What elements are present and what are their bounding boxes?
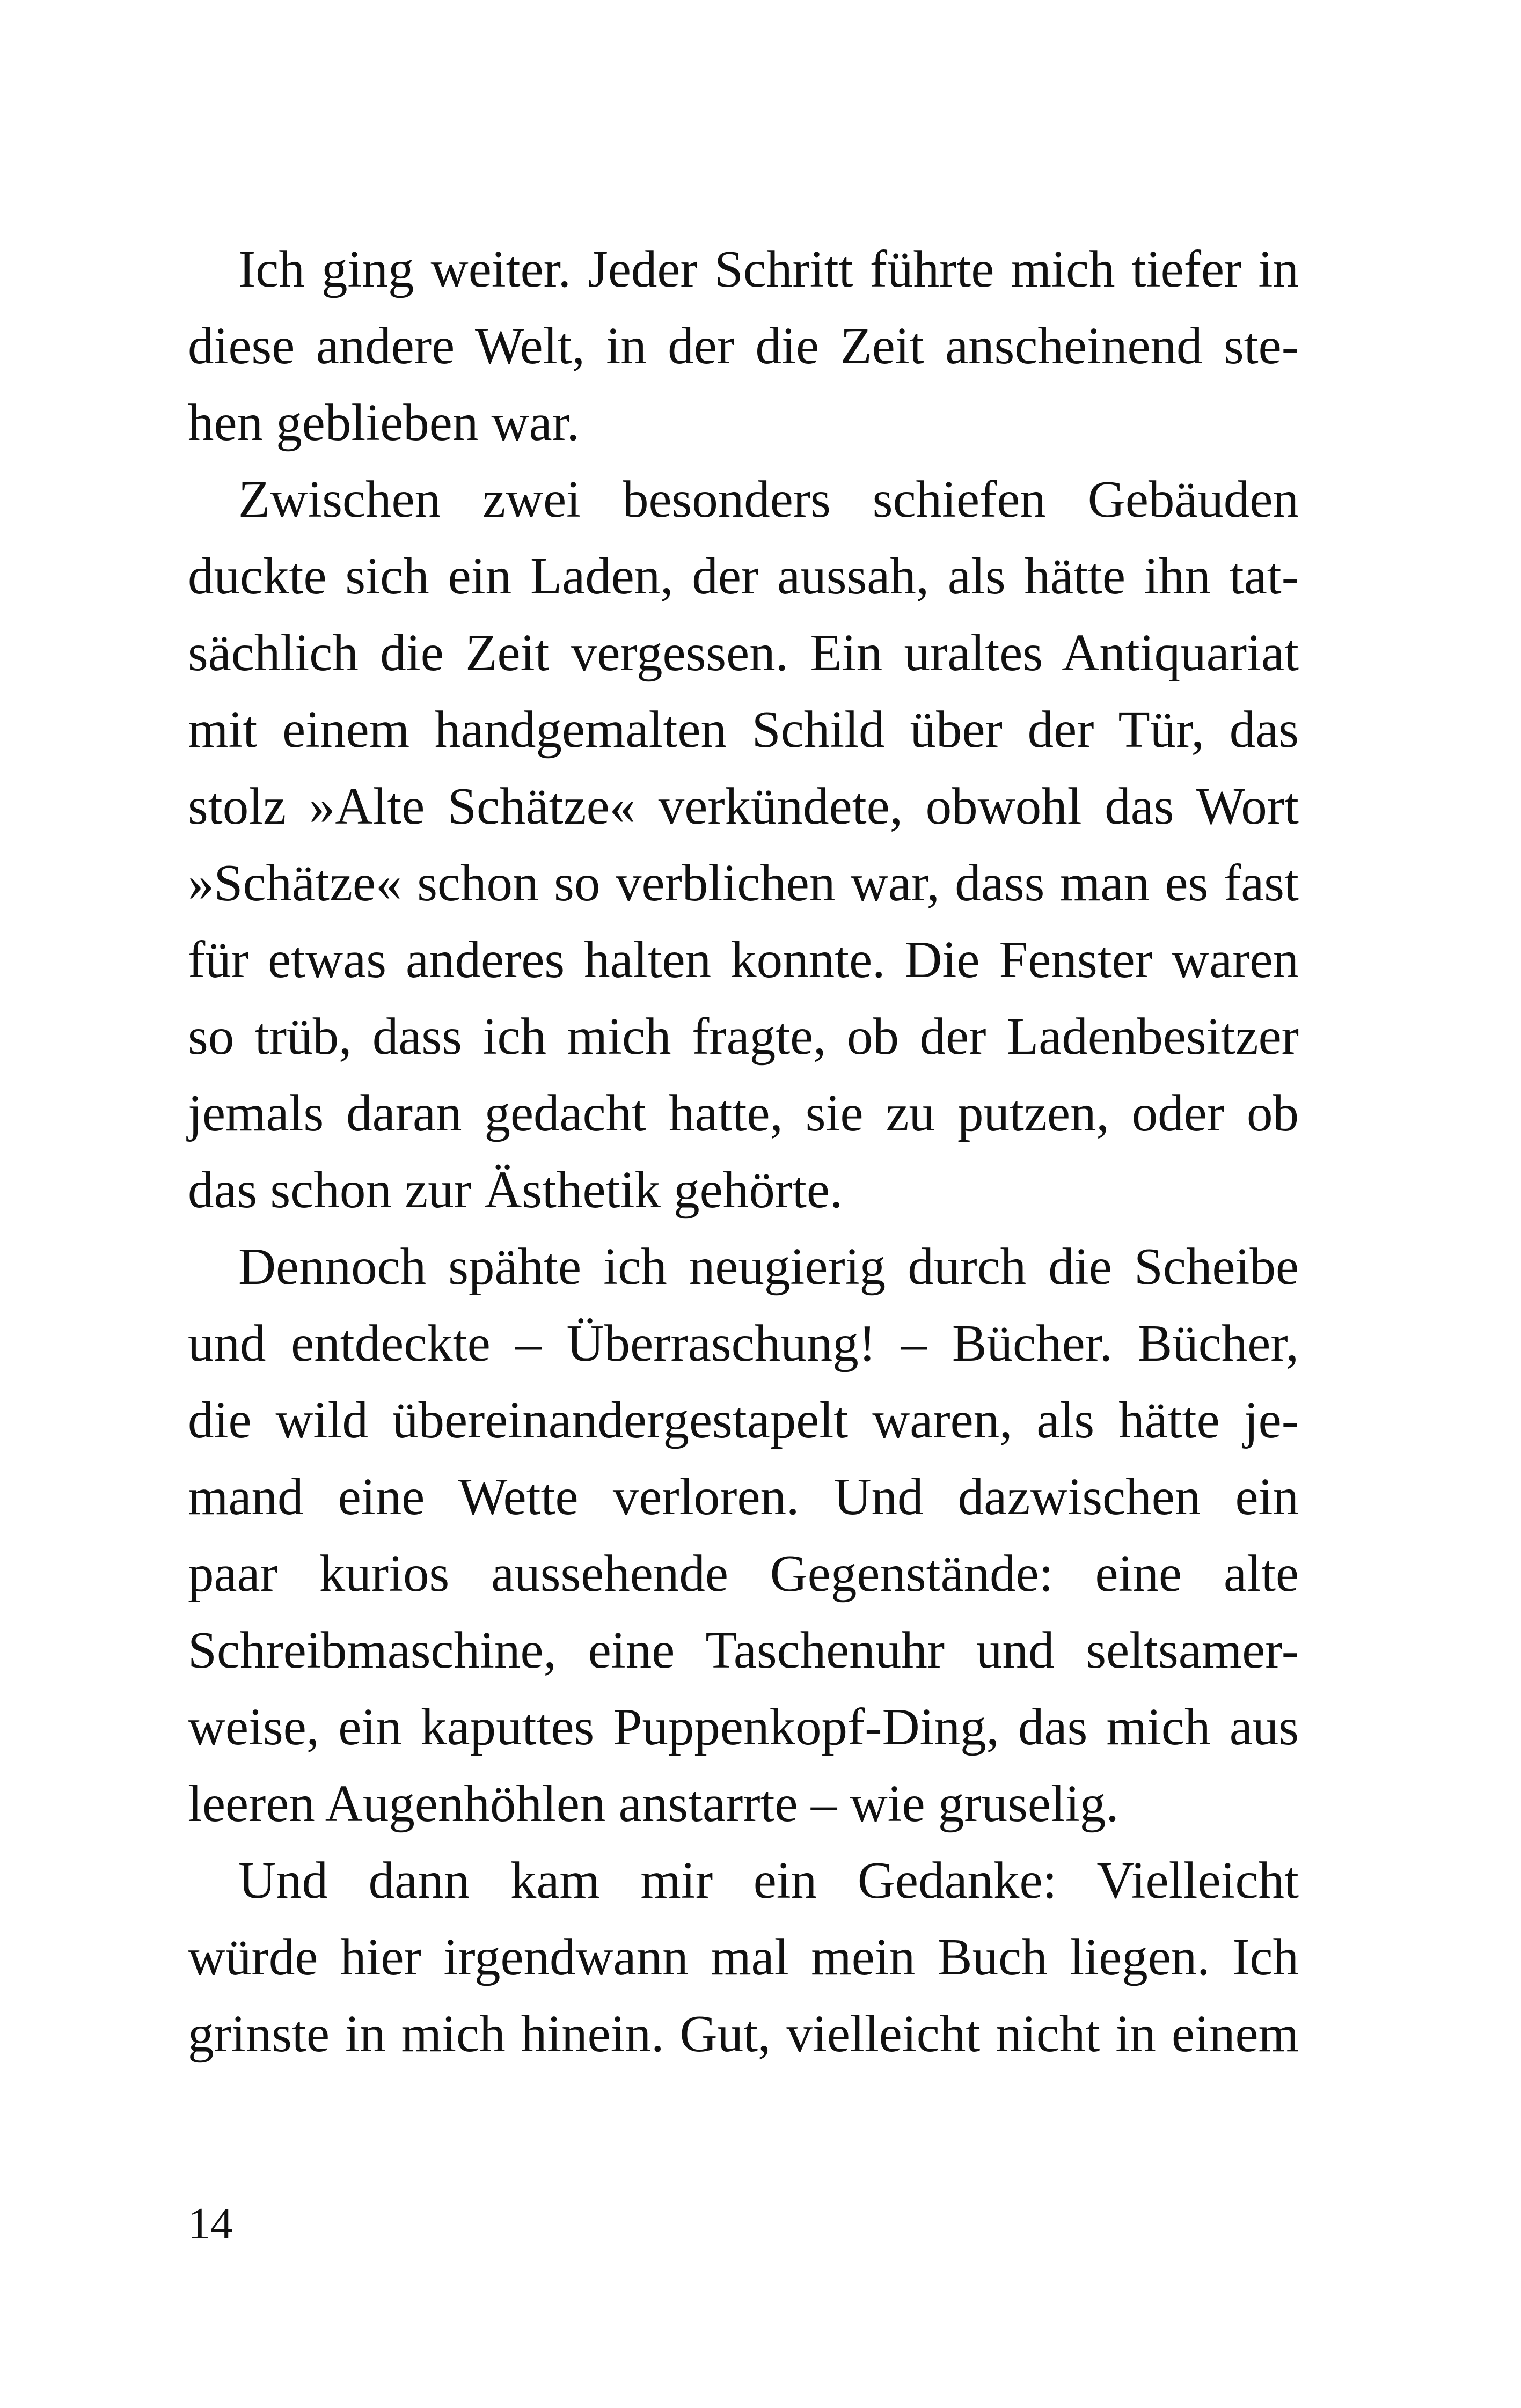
paragraph-1	[188, 231, 1299, 461]
text-line: stolz »Alte Schätze« verkündete, obwohl das Wort	[188, 777, 1299, 835]
text-line: weise, ein kaputtes Puppenkopf-Ding, das mich aus	[188, 1698, 1299, 1756]
text-line: Ich ging weiter. Jeder Schritt führte mich tiefer in	[238, 240, 1299, 298]
text-line: das schon zur Ästhetik gehörte.	[188, 1161, 843, 1218]
body-text	[188, 231, 1299, 2072]
text-line: hen geblieben war.	[188, 394, 580, 451]
text-line: mand eine Wette verloren. Und dazwischen ein	[188, 1468, 1299, 1525]
page-number: 14	[188, 2199, 233, 2249]
text-line: Und dann kam mir ein Gedanke: Vielleicht	[238, 1852, 1299, 1909]
text-line: grinste in mich hinein. Gut, vielleicht nicht in einem	[188, 2005, 1299, 2062]
text-line: sächlich die Zeit vergessen. Ein uraltes Antiquariat	[188, 624, 1299, 681]
text-line: paar kurios aussehende Gegenstände: eine alte	[188, 1545, 1299, 1602]
text-line: Dennoch spähte ich neugierig durch die Scheibe	[238, 1238, 1299, 1295]
paragraph-4	[188, 1842, 1299, 2072]
text-line: für etwas anderes halten konnte. Die Fenster waren	[188, 931, 1299, 988]
text-line: mit einem handgemalten Schild über der Tür, das	[188, 701, 1299, 758]
text-line: jemals daran gedacht hatte, sie zu putzen, oder ob	[188, 1084, 1299, 1142]
text-line: leeren Augenhöhlen anstarrte – wie gruselig.	[188, 1775, 1119, 1832]
text-line: so trüb, dass ich mich fragte, ob der Ladenbesitzer	[188, 1008, 1299, 1065]
text-line: würde hier irgendwann mal mein Buch liegen. Ich	[188, 1928, 1299, 1986]
text-line: die wild übereinandergestapelt waren, als hätte je-	[188, 1391, 1299, 1449]
text-line: duckte sich ein Laden, der aussah, als hätte ihn tat-	[188, 547, 1299, 605]
text-line: Schreibmaschine, eine Taschenuhr und seltsamer-	[188, 1621, 1299, 1679]
paragraph-2	[188, 461, 1299, 1228]
text-line: diese andere Welt, in der die Zeit anscheinend ste-	[188, 317, 1299, 375]
text-line: »Schätze« schon so verblichen war, dass man es fast	[188, 854, 1299, 912]
text-line: Zwischen zwei besonders schiefen Gebäuden	[238, 471, 1299, 528]
paragraph-3	[188, 1228, 1299, 1842]
text-line: und entdeckte – Überraschung! – Bücher. Bücher,	[188, 1315, 1299, 1372]
